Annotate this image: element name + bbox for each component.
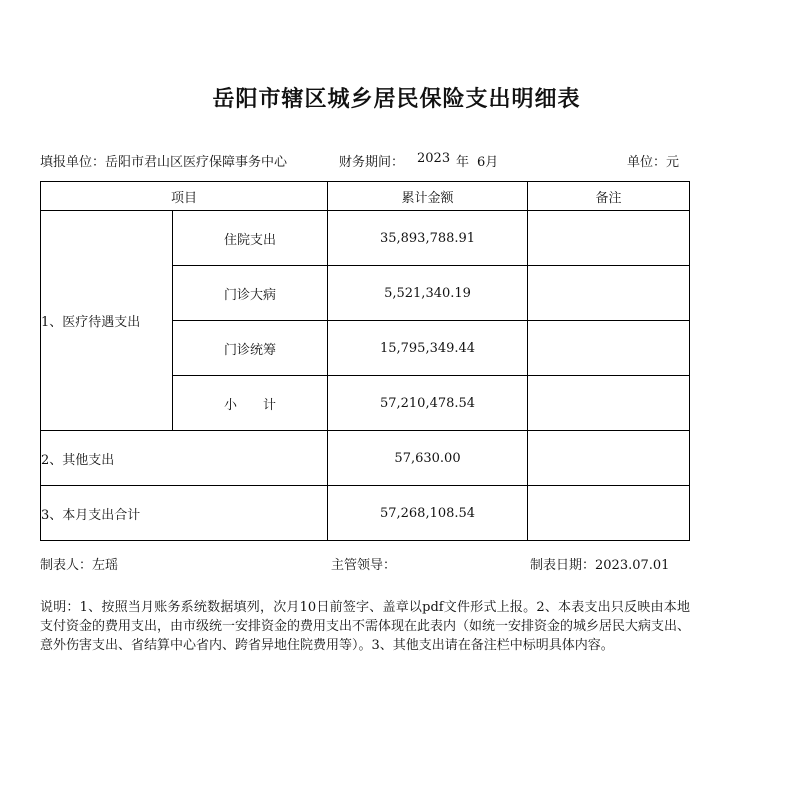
row-amount: 57,268,108.54 bbox=[328, 486, 528, 541]
row-note bbox=[528, 431, 690, 486]
currency-unit: 单位：元 bbox=[627, 155, 680, 170]
period-year: 2023 bbox=[417, 151, 451, 166]
row-label: 2、其他支出 bbox=[41, 431, 328, 486]
row-note bbox=[528, 266, 690, 321]
row-amount: 15,795,349.44 bbox=[328, 321, 528, 376]
row-label: 3、本月支出合计 bbox=[41, 486, 328, 541]
row-amount: 5,521,340.19 bbox=[328, 266, 528, 321]
period-year-suffix: 年 bbox=[456, 155, 470, 170]
explanatory-note: 说明：1、按照当月账务系统数据填列，次月10日前签字、盖章以pdf文件形式上报。2、本表支出只反映由本地支付资金的费用支出，由市级统一安排资金的费用支出不需体现在此表内（如统一安排资金的城乡居民大病支出、意外伤害支出、省结算中心省内、跨省异地住院费用等）。3、其他支出请在备注栏中标明具体内容。 bbox=[40, 600, 691, 653]
row-label: 门诊大病 bbox=[173, 266, 328, 321]
prepared-date: 制表日期：2023.07.01 bbox=[530, 558, 670, 573]
page-title: 岳阳市辖区城乡居民保险支出明细表 bbox=[212, 87, 581, 112]
header-item: 项目 bbox=[41, 182, 328, 211]
header-note: 备注 bbox=[528, 182, 690, 211]
row-amount: 57,630.00 bbox=[328, 431, 528, 486]
row-note bbox=[528, 486, 690, 541]
row-amount: 57,210,478.54 bbox=[328, 376, 528, 431]
row-note bbox=[528, 211, 690, 266]
expense-table bbox=[40, 181, 690, 541]
table-row bbox=[41, 486, 690, 541]
reporting-unit: 填报单位：岳阳市君山区医疗保障事务中心 bbox=[40, 155, 288, 170]
row-label: 小 计 bbox=[173, 376, 328, 431]
group-medical-label: 1、医疗待遇支出 bbox=[41, 211, 173, 431]
preparer: 制表人：左瑶 bbox=[40, 558, 119, 573]
header-amount: 累计金额 bbox=[328, 182, 528, 211]
table-row bbox=[41, 211, 690, 266]
header-row bbox=[41, 182, 690, 211]
row-note bbox=[528, 376, 690, 431]
supervisor: 主管领导： bbox=[331, 558, 397, 573]
period-month: 6月 bbox=[477, 155, 499, 170]
row-amount: 35,893,788.91 bbox=[328, 211, 528, 266]
row-label: 门诊统筹 bbox=[173, 321, 328, 376]
row-label: 住院支出 bbox=[173, 211, 328, 266]
period-label: 财务期间： bbox=[339, 155, 405, 170]
table-row bbox=[41, 431, 690, 486]
row-note bbox=[528, 321, 690, 376]
